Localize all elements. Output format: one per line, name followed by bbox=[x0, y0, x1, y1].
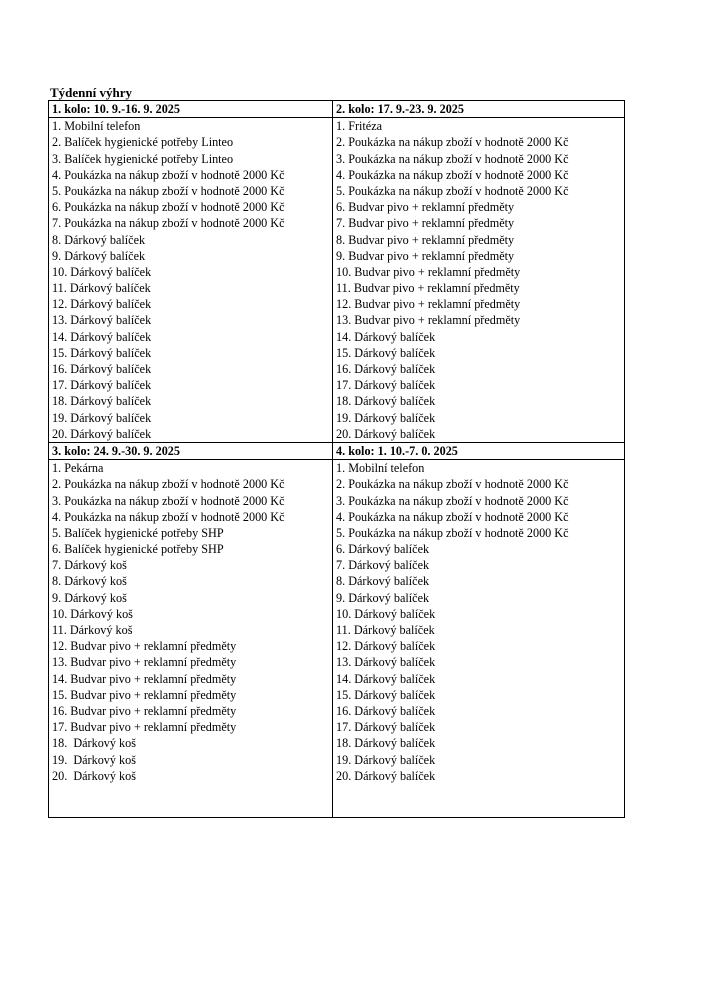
prize-item: 3. Balíček hygienické potřeby Linteo bbox=[52, 151, 234, 166]
prize-item: 12. Budvar pivo + reklamní předměty bbox=[336, 297, 521, 312]
prize-item: 12. Dárkový balíček bbox=[52, 297, 152, 312]
round-1-heading: 1. kolo: 10. 9.-16. 9. 2025 bbox=[49, 101, 333, 118]
prize-item: 15. Dárkový balíček bbox=[336, 345, 436, 360]
prize-item: 15. Budvar pivo + reklamní předměty bbox=[52, 687, 237, 702]
round-2-prize-list bbox=[333, 118, 625, 443]
prize-item: 2. Balíček hygienické potřeby Linteo bbox=[52, 135, 234, 150]
prize-item: 10. Dárkový balíček bbox=[336, 606, 436, 621]
prize-item: 17. Dárkový balíček bbox=[336, 720, 436, 735]
prize-item: 13. Dárkový balíček bbox=[52, 313, 152, 328]
prize-item: 13. Dárkový balíček bbox=[336, 655, 436, 670]
round-3-prize-list bbox=[49, 460, 333, 818]
prize-item: 8. Dárkový koš bbox=[52, 574, 127, 589]
prize-item: 18. Dárkový balíček bbox=[336, 394, 436, 409]
prize-item: 10. Dárkový balíček bbox=[52, 264, 152, 279]
prize-item: 14. Dárkový balíček bbox=[336, 329, 436, 344]
table-row-items-top bbox=[49, 118, 625, 443]
prize-item: 19. Dárkový balíček bbox=[336, 410, 436, 425]
table-row-items-bottom bbox=[49, 460, 625, 818]
prize-item: 14. Budvar pivo + reklamní předměty bbox=[52, 671, 237, 686]
prize-item: 15. Dárkový balíček bbox=[52, 345, 152, 360]
prize-item: 14. Dárkový balíček bbox=[52, 329, 152, 344]
prize-item: 7. Dárkový koš bbox=[52, 558, 127, 573]
prize-item: 1. Mobilní telefon bbox=[52, 119, 141, 134]
prize-item: 5. Balíček hygienické potřeby SHP bbox=[52, 525, 224, 540]
prize-item: 16. Dárkový balíček bbox=[336, 703, 436, 718]
prize-item: 10. Dárkový koš bbox=[52, 606, 133, 621]
prize-item: 5. Poukázka na nákup zboží v hodnotě 2000 Kč bbox=[52, 183, 285, 198]
prize-item: 15. Dárkový balíček bbox=[336, 687, 436, 702]
prize-item: 18. Dárkový balíček bbox=[336, 736, 436, 751]
round-3-heading: 3. kolo: 24. 9.-30. 9. 2025 bbox=[49, 442, 333, 459]
prize-item: 19. Dárkový balíček bbox=[336, 752, 436, 767]
prize-item: 3. Poukázka na nákup zboží v hodnotě 2000 Kč bbox=[336, 493, 569, 508]
prize-item: 3. Poukázka na nákup zboží v hodnotě 2000 Kč bbox=[52, 493, 285, 508]
prize-item: 16. Dárkový balíček bbox=[52, 362, 152, 377]
prize-item: 20. Dárkový koš bbox=[52, 768, 136, 783]
prize-item: 8. Budvar pivo + reklamní předměty bbox=[336, 232, 515, 247]
weekly-prizes-table bbox=[48, 100, 625, 818]
prize-item: 1. Pekárna bbox=[52, 461, 104, 476]
prize-item: 4. Poukázka na nákup zboží v hodnotě 2000 Kč bbox=[52, 509, 285, 524]
prize-item: 1. Mobilní telefon bbox=[336, 461, 425, 476]
round-4-prize-list bbox=[333, 460, 625, 818]
round-4-heading: 4. kolo: 1. 10.-7. 0. 2025 bbox=[333, 442, 625, 459]
prize-item: 11. Dárkový balíček bbox=[52, 281, 151, 296]
prize-item: 20. Dárkový balíček bbox=[336, 426, 436, 441]
prize-item: 19. Dárkový koš bbox=[52, 752, 136, 767]
prize-item: 9. Budvar pivo + reklamní předměty bbox=[336, 248, 515, 263]
prize-item: 8. Dárkový balíček bbox=[336, 574, 430, 589]
prize-item: 12. Budvar pivo + reklamní předměty bbox=[52, 639, 237, 654]
prize-item: 2. Poukázka na nákup zboží v hodnotě 2000 Kč bbox=[52, 477, 285, 492]
prize-item: 10. Budvar pivo + reklamní předměty bbox=[336, 264, 521, 279]
document-title: Týdenní výhry bbox=[50, 85, 132, 100]
prize-item: 5. Poukázka na nákup zboží v hodnotě 2000 Kč bbox=[336, 183, 569, 198]
prize-item: 11. Budvar pivo + reklamní předměty bbox=[336, 281, 520, 296]
prize-item: 9. Dárkový balíček bbox=[336, 590, 430, 605]
prize-item: 8. Dárkový balíček bbox=[52, 232, 146, 247]
prize-item: 11. Dárkový balíček bbox=[336, 623, 435, 638]
prize-item: 18. Dárkový koš bbox=[52, 736, 136, 751]
prize-item: 16. Dárkový balíček bbox=[336, 362, 436, 377]
prize-item: 5. Poukázka na nákup zboží v hodnotě 2000 Kč bbox=[336, 525, 569, 540]
prize-item: 6. Poukázka na nákup zboží v hodnotě 2000 Kč bbox=[52, 200, 285, 215]
prize-item: 17. Budvar pivo + reklamní předměty bbox=[52, 720, 237, 735]
prize-item: 6. Budvar pivo + reklamní předměty bbox=[336, 200, 515, 215]
prize-item: 7. Poukázka na nákup zboží v hodnotě 2000 Kč bbox=[52, 216, 285, 231]
prize-item: 4. Poukázka na nákup zboží v hodnotě 2000 Kč bbox=[52, 167, 285, 182]
round-1-prize-list bbox=[49, 118, 333, 443]
table-row-headings-bottom bbox=[49, 442, 625, 459]
prize-item: 19. Dárkový balíček bbox=[52, 410, 152, 425]
prize-item: 1. Fritéza bbox=[336, 119, 383, 134]
prize-item: 6. Balíček hygienické potřeby SHP bbox=[52, 542, 224, 557]
prize-item: 4. Poukázka na nákup zboží v hodnotě 2000 Kč bbox=[336, 509, 569, 524]
prize-item: 9. Dárkový koš bbox=[52, 590, 127, 605]
prize-item: 12. Dárkový balíček bbox=[336, 639, 436, 654]
prize-item: 16. Budvar pivo + reklamní předměty bbox=[52, 703, 237, 718]
prize-item: 2. Poukázka na nákup zboží v hodnotě 2000 Kč bbox=[336, 135, 569, 150]
prize-item: 3. Poukázka na nákup zboží v hodnotě 2000 Kč bbox=[336, 151, 569, 166]
prize-item: 20. Dárkový balíček bbox=[52, 426, 152, 441]
prize-item: 17. Dárkový balíček bbox=[52, 378, 152, 393]
prize-item: 17. Dárkový balíček bbox=[336, 378, 436, 393]
prize-item: 13. Budvar pivo + reklamní předměty bbox=[52, 655, 237, 670]
table-row-headings-top bbox=[49, 101, 625, 118]
prize-item: 4. Poukázka na nákup zboží v hodnotě 2000 Kč bbox=[336, 167, 569, 182]
prize-item: 6. Dárkový balíček bbox=[336, 542, 430, 557]
prize-item: 18. Dárkový balíček bbox=[52, 394, 152, 409]
prize-item: 9. Dárkový balíček bbox=[52, 248, 146, 263]
prize-item: 20. Dárkový balíček bbox=[336, 768, 436, 783]
prize-item: 7. Budvar pivo + reklamní předměty bbox=[336, 216, 515, 231]
prize-item: 11. Dárkový koš bbox=[52, 623, 133, 638]
round-2-heading: 2. kolo: 17. 9.-23. 9. 2025 bbox=[333, 101, 625, 118]
prize-item: 13. Budvar pivo + reklamní předměty bbox=[336, 313, 521, 328]
prize-item: 7. Dárkový balíček bbox=[336, 558, 430, 573]
prize-item: 14. Dárkový balíček bbox=[336, 671, 436, 686]
prize-item: 2. Poukázka na nákup zboží v hodnotě 2000 Kč bbox=[336, 477, 569, 492]
